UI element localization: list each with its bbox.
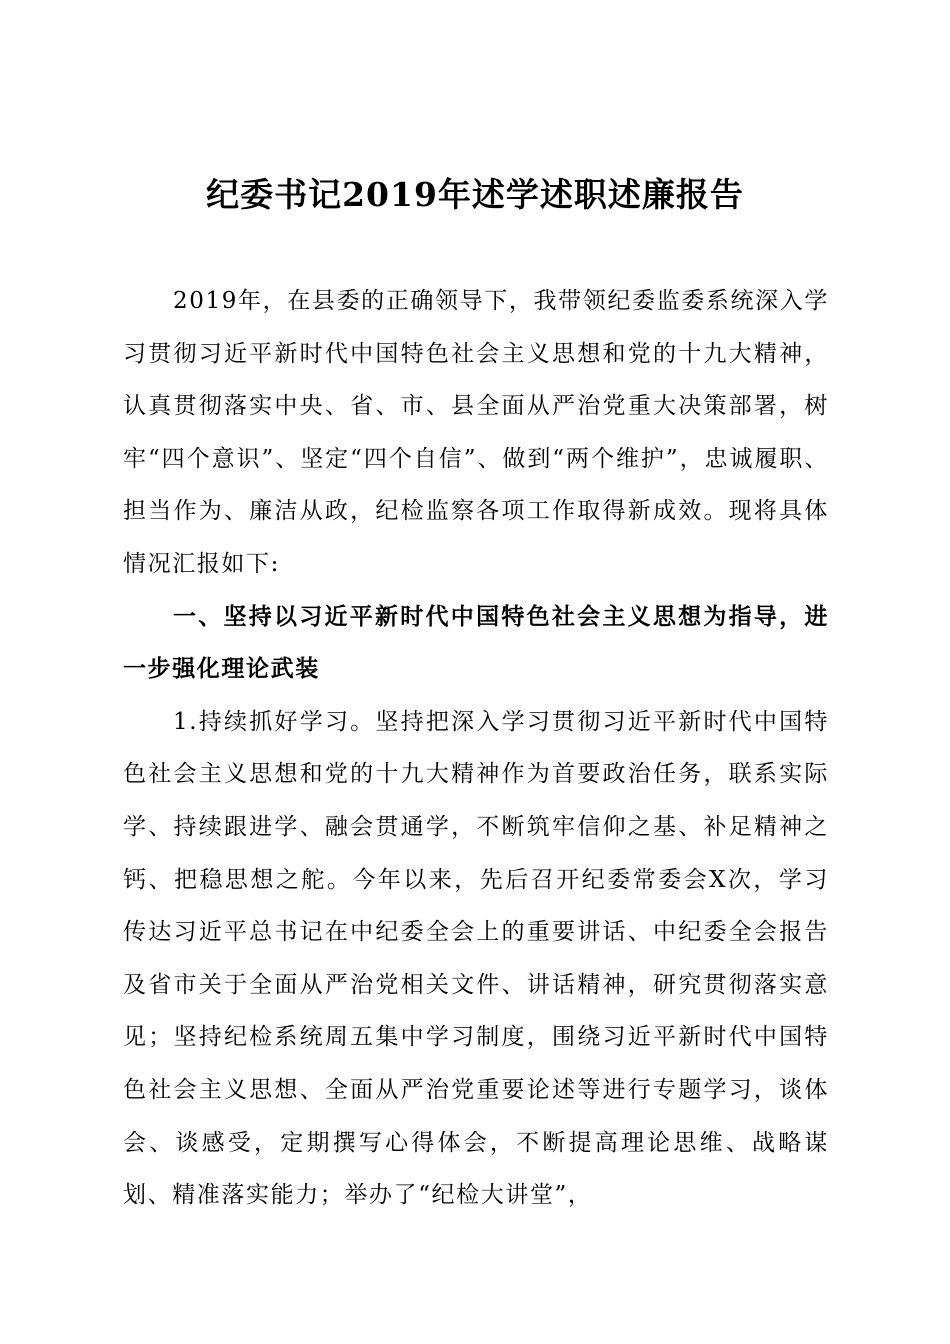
document-title: 纪委书记2019年述学述职述廉报告 bbox=[206, 175, 744, 214]
intro-paragraph: 2019年，在县委的正确领导下，我带领纪委监委系统深入学习贯彻习近平新时代中国特色社会主义思想和党的十九大精神，认真贯彻落实中央、省、市、县全面从严治党重大决策部署，树牢“四个意识”、坚定“四个自信”、做到“两个维护”，忠诚履职、担当作为、廉洁从政，纪检监察各项工作取得新成效。现将具体情况汇报如下: bbox=[123, 288, 829, 577]
section-heading: 一、坚持以习近平新时代中国特色社会主义思想为指导，进一步强化理论武装 bbox=[123, 603, 829, 683]
document-body bbox=[123, 275, 829, 1222]
section-paragraph: 1.持续抓好学习。坚持把深入学习贯彻习近平新时代中国特色社会主义思想和党的十九大精神作为首要政治任务，联系实际学、持续跟进学、融会贯通学，不断筑牢信仰之基、补足精神之钙、把稳思想之舵。今年以来，先后召开纪委常委会X次，学习传达习近平总书记在中纪委全会上的重要讲话、中纪委全会报告及省市关于全面从严治党相关文件、讲话精神，研究贯彻落实意见；坚持纪检系统周五集中学习制度，围绕习近平新时代中国特色社会主义思想、全面从严治党重要论述等进行专题学习，谈体会、谈感受，定期撰写心得体会，不断提高理论思维、战略谋划、精准落实能力；举办了“纪检大讲堂”， bbox=[123, 708, 829, 1209]
